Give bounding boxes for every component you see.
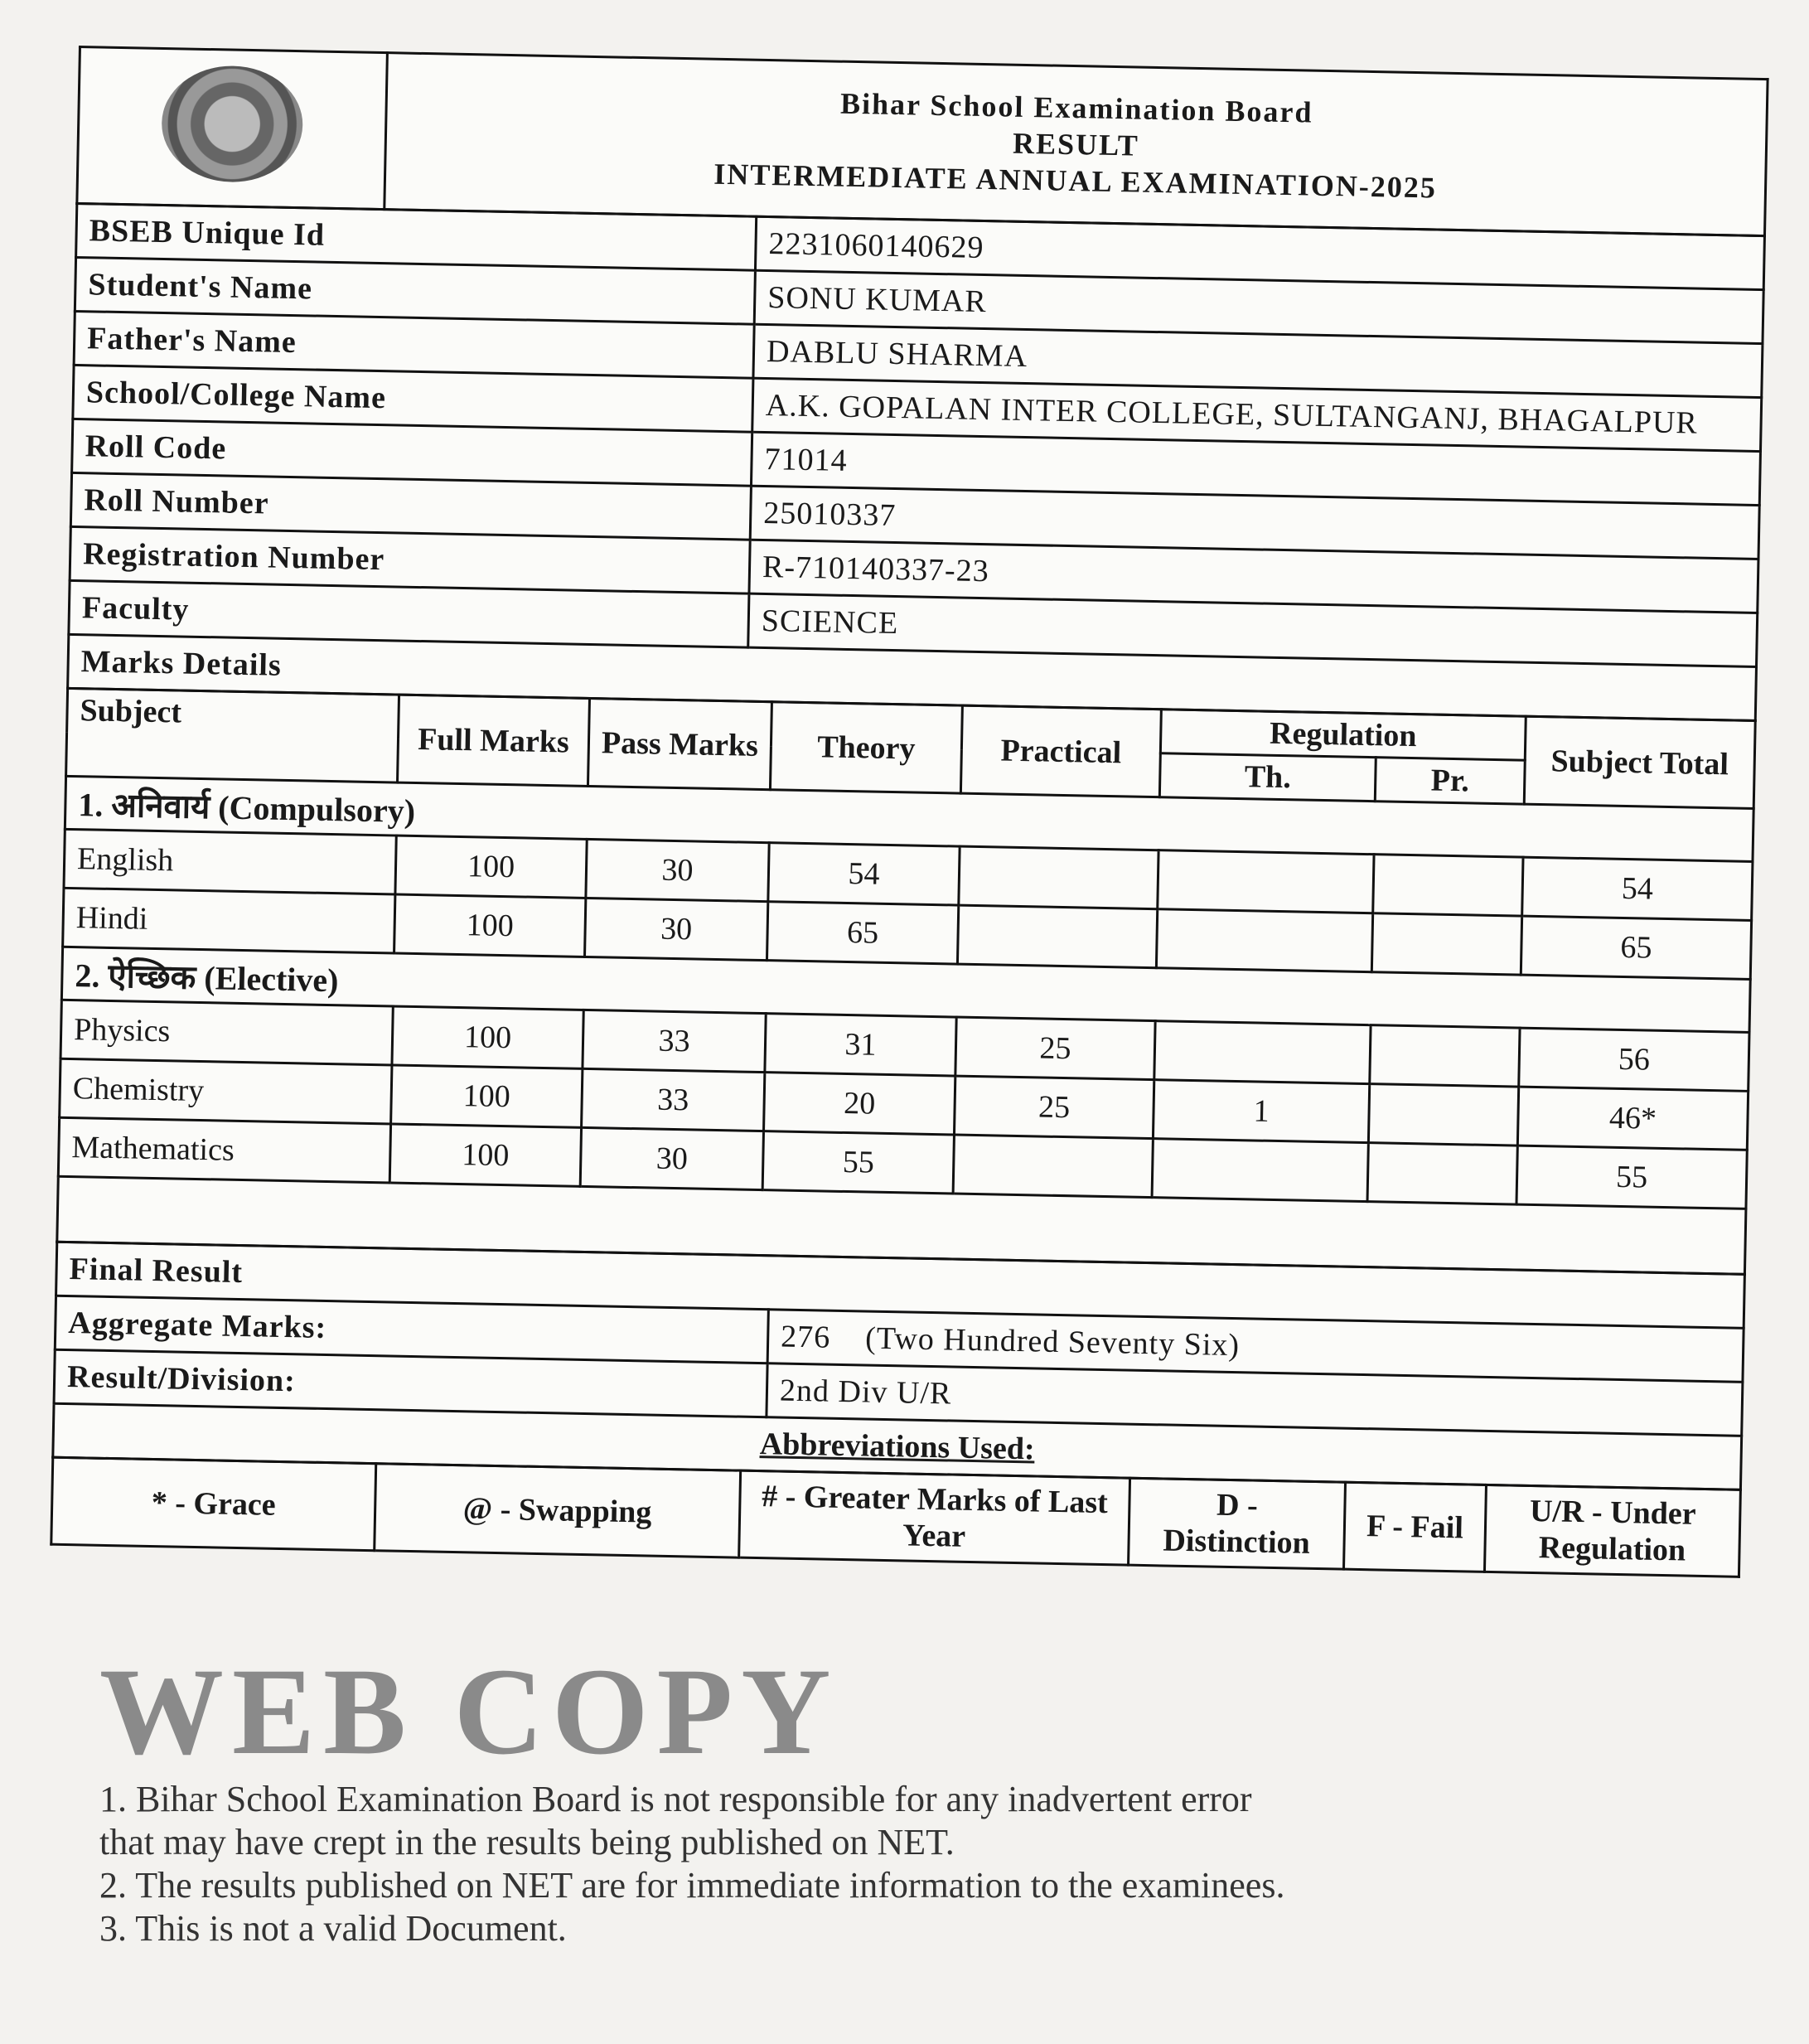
info-value: R-710140337-23: [749, 540, 1758, 613]
col-practical: Practical: [960, 705, 1161, 797]
full-marks: 100: [389, 1124, 581, 1186]
col-subject-total: Subject Total: [1524, 716, 1755, 808]
info-label: Roll Code: [72, 419, 752, 486]
subject-total: 54: [1522, 857, 1753, 920]
col-pass-marks: Pass Marks: [588, 698, 771, 789]
info-value: 2231060140629: [755, 216, 1764, 289]
abbreviations-title: Abbreviations Used:: [53, 1403, 1742, 1489]
abbr-greater-marks: # - Greater Marks of Last Year: [739, 1470, 1130, 1565]
exam-name: INTERMEDIATE ANNUAL EXAMINATION-2025: [713, 157, 1438, 205]
division-label: Result/Division:: [54, 1349, 767, 1417]
subject-name: English: [64, 829, 396, 894]
theory-marks: 20: [764, 1073, 955, 1135]
practical-marks: [953, 1135, 1153, 1198]
result-heading: RESULT: [1012, 126, 1140, 162]
reg-pr: [1368, 1084, 1518, 1146]
full-marks: 100: [394, 894, 586, 957]
subject-name: Mathematics: [58, 1117, 390, 1183]
watermark-line: 3. This is not a valid Document.: [99, 1908, 567, 1949]
info-label: Registration Number: [70, 526, 750, 593]
info-label: Student's Name: [75, 257, 755, 324]
abbr-swapping: @ - Swapping: [375, 1464, 741, 1557]
abbr-grace: * - Grace: [51, 1457, 376, 1550]
final-result-label: Final Result: [56, 1242, 1745, 1328]
info-label: Father's Name: [74, 311, 754, 378]
subject-total: 56: [1519, 1028, 1749, 1091]
practical-marks: [957, 905, 1157, 968]
col-reg-pr: Pr.: [1375, 758, 1525, 804]
info-value: DABLU SHARMA: [753, 324, 1763, 397]
practical-marks: 25: [954, 1076, 1154, 1139]
pass-marks: 30: [585, 898, 768, 960]
info-value: 25010337: [750, 486, 1759, 559]
theory-marks: 54: [768, 843, 960, 905]
subject-total: 55: [1516, 1146, 1747, 1208]
reg-pr: [1373, 855, 1523, 916]
info-label: Faculty: [69, 580, 749, 647]
abbr-distinction: D - Distinction: [1129, 1478, 1346, 1569]
header-title: [385, 53, 1768, 236]
aggregate-value: 276 (Two Hundred Seventy Six): [767, 1310, 1744, 1383]
subject-name: Physics: [60, 1000, 393, 1065]
division-value: 2nd Div U/R: [767, 1363, 1743, 1436]
info-label: Roll Number: [70, 472, 751, 540]
web-copy-watermark: [99, 1645, 1749, 1950]
result-sheet: [50, 46, 1768, 1578]
col-regulation: Regulation: [1160, 710, 1526, 760]
pass-marks: 33: [583, 1010, 766, 1072]
subject-total: 46*: [1517, 1087, 1748, 1150]
col-reg-th: Th.: [1159, 753, 1376, 802]
col-full-marks: Full Marks: [398, 695, 590, 786]
info-label: BSEB Unique Id: [76, 203, 757, 270]
reg-pr: [1367, 1143, 1517, 1204]
col-theory: Theory: [770, 702, 962, 793]
reg-pr: [1370, 1025, 1520, 1087]
reg-th: [1156, 909, 1372, 972]
watermark-line: 2. The results published on NET are for immediate information to the examinees.: [99, 1865, 1285, 1906]
aggregate-label: Aggregate Marks:: [55, 1296, 768, 1363]
watermark-line: that may have crept in the results being published on NET.: [99, 1822, 955, 1862]
subject-total: 65: [1521, 916, 1751, 979]
reg-th: [1152, 1139, 1368, 1202]
info-label: School/College Name: [73, 365, 753, 432]
info-value: SCIENCE: [748, 593, 1758, 666]
pass-marks: 30: [580, 1127, 763, 1189]
abbr-under-regulation: U/R - Under Regulation: [1484, 1485, 1740, 1577]
full-marks: 100: [392, 1006, 583, 1068]
info-value: SONU KUMAR: [754, 270, 1763, 343]
practical-marks: 25: [955, 1017, 1155, 1080]
reg-th: 1: [1153, 1080, 1369, 1143]
pass-marks: 33: [582, 1068, 765, 1131]
abbr-fail: F - Fail: [1343, 1482, 1486, 1572]
info-value: 71014: [751, 432, 1760, 505]
section-compulsory: 1. अनिवार्य (Compulsory): [65, 776, 1753, 861]
full-marks: 100: [395, 836, 587, 898]
bseb-seal-logo: [161, 65, 304, 183]
col-subject: Subject: [66, 688, 399, 782]
reg-pr: [1371, 913, 1521, 975]
watermark-line: 1. Bihar School Examination Board is not responsible for any inadvertent error: [99, 1779, 1252, 1819]
board-name: Bihar School Examination Board: [839, 86, 1313, 129]
practical-marks: [959, 846, 1158, 909]
section-elective: 2. ऐच्छिक (Elective): [61, 947, 1750, 1032]
watermark-big-text: WEB COPY: [99, 1643, 839, 1780]
marks-details-label: Marks Details: [68, 634, 1757, 720]
info-value: A.K. GOPALAN INTER COLLEGE, SULTANGANJ, BHAGALPUR: [752, 378, 1762, 451]
reg-th: [1154, 1021, 1371, 1084]
theory-marks: 65: [767, 902, 958, 964]
reg-th: [1158, 850, 1374, 913]
subject-name: Chemistry: [60, 1058, 392, 1124]
theory-marks: 55: [762, 1131, 954, 1194]
theory-marks: 31: [765, 1014, 956, 1076]
logo-cell: [77, 47, 388, 210]
final-result-table: [51, 1241, 1746, 1491]
subject-name: Hindi: [63, 888, 395, 953]
pass-marks: 30: [586, 839, 769, 901]
marks-table: [56, 687, 1757, 1276]
full-marks: 100: [391, 1065, 583, 1127]
student-info-table: [66, 202, 1766, 722]
